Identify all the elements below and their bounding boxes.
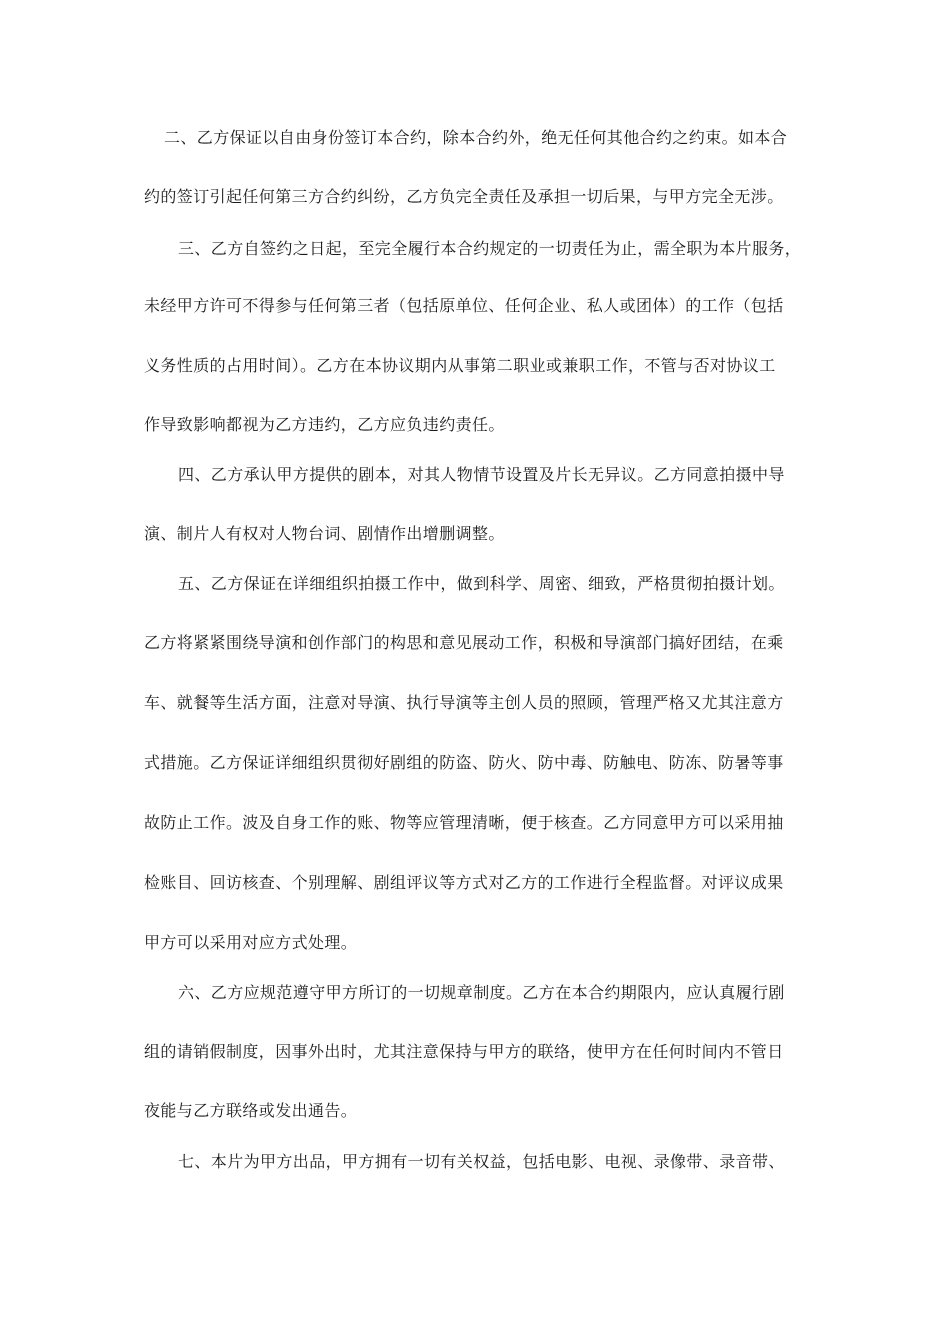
clause-3-line-2: 未经甲方许可不得参与任何第三者（包括原单位、任何企业、私人或团体）的工作（包括	[144, 296, 784, 315]
clause-5-line-3: 车、就餐等生活方面，注意对导演、执行导演等主创人员的照顾，管理严格又尤其注意方	[144, 693, 784, 712]
clause-5-line-5: 故防止工作。波及自身工作的账、物等应管理清晰，便于核查。乙方同意甲方可以采用抽	[144, 813, 784, 832]
clause-5-line-7: 甲方可以采用对应方式处理。	[144, 933, 358, 952]
clause-5-line-2: 乙方将紧紧围绕导演和创作部门的构思和意见展动工作，积极和导演部门搞好团结，在乘	[144, 633, 784, 652]
clause-6-line-1: 六、乙方应规范遵守甲方所订的一切规章制度。乙方在本合约期限内，应认真履行剧	[178, 983, 785, 1002]
clause-5-line-6: 检账目、回访核查、个别理解、剧组评议等方式对乙方的工作进行全程监督。对评议成果	[144, 873, 784, 892]
clause-5-line-4: 式措施。乙方保证详细组织贯彻好剧组的防盗、防火、防中毒、防触电、防冻、防暑等事	[144, 753, 784, 772]
clause-4-line-2: 演、制片人有权对人物台词、剧情作出增删调整。	[144, 524, 505, 543]
clause-4-line-1: 四、乙方承认甲方提供的剧本，对其人物情节设置及片长无异议。乙方同意拍摄中导	[178, 465, 785, 484]
clause-7-line-1: 七、本片为甲方出品，甲方拥有一切有关权益，包括电影、电视、录像带、录音带、	[178, 1152, 785, 1171]
clause-2-line-2: 约的签订引起任何第三方合约纠纷，乙方负完全责任及承担一切后果，与甲方完全无涉。	[144, 187, 784, 206]
clause-5-line-1: 五、乙方保证在详细组织拍摄工作中，做到科学、周密、细致，严格贯彻拍摄计划。	[178, 574, 785, 593]
clause-6-line-3: 夜能与乙方联络或发出通告。	[144, 1101, 358, 1120]
clause-3-line-4: 作导致影响都视为乙方违约，乙方应负违约责任。	[144, 415, 505, 434]
clause-2-line-1: 二、乙方保证以自由身份签订本合约，除本合约外，绝无任何其他合约之约束。如本合	[164, 128, 788, 147]
clause-3-line-1: 三、乙方自签约之日起，至完全履行本合约规定的一切责任为止，需全职为本片服务，	[178, 239, 802, 258]
clause-3-line-3: 义务性质的占用时间）。乙方在本协议期内从事第二职业或兼职工作，不管与否对协议工	[144, 356, 776, 375]
clause-6-line-2: 组的请销假制度，因事外出时，尤其注意保持与甲方的联络，使甲方在任何时间内不管日	[144, 1042, 784, 1061]
